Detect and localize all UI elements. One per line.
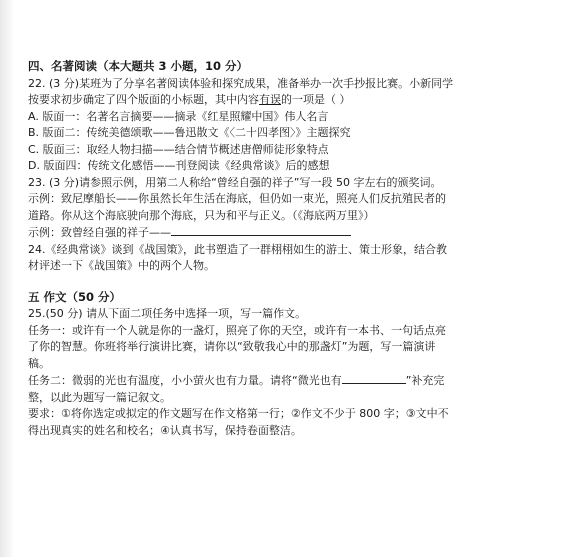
q23-line-1: 23. (3 分)请参照示例，用第二人称给“曾经自强的祥子”写一段 50 字左右的颁奖词。 bbox=[28, 175, 442, 189]
q25-line-1: 25.(50 分) 请从下面二项任务中选择一项，写一篇作文。 bbox=[28, 307, 307, 320]
q22-line-1: 22. (3 分)某班为了分享名著阅读体验和探究成果，准备举办一次手抄报比赛。小新同学 bbox=[28, 76, 454, 90]
q22-option-b: B. 版面二：传统美德颂歌——鲁迅散文《〈二十四孝图〉》主题探究 bbox=[28, 126, 351, 139]
q25-task2-before: 任务二：微弱的光也有温度，小小萤火也有力量。请将“微光也有 bbox=[28, 374, 342, 387]
q25-task2-after: ”补充完 bbox=[405, 374, 445, 387]
q22-option-c: C. 版面三：取经人物扫描——结合情节概述唐僧师徒形象特点 bbox=[28, 142, 329, 156]
q23-example-line-1: 示例：致尼摩船长——你虽然长年生活在海底，但仍如一束光，照亮人们反抗殖民者的 bbox=[28, 192, 446, 205]
scan-shadow-edge bbox=[0, 0, 14, 557]
section-4-heading: 四、名著阅读（本大题共 3 小题，10 分） bbox=[28, 59, 249, 73]
q25-task1-line-2: 了你的智慧。你班将举行演讲比赛，请你以“致敬我心中的那盏灯”为题，写一篇演讲 bbox=[28, 340, 436, 353]
q25-task1-line-3: 稿。 bbox=[28, 356, 50, 370]
q25-task1-line-1: 任务一：或许有一个人就是你的一盏灯，照亮了你的天空，或许有一本书、一句话点亮 bbox=[28, 323, 446, 337]
q25-requirements-line-1: 要求：①将你选定或拟定的作文题写在作文格第一行；②作文不少于 800 字；③文中不 bbox=[28, 407, 449, 420]
q25-requirements-line-2: 得出现真实的姓名和校名；④认真书写，保持卷面整洁。 bbox=[28, 423, 302, 437]
q22-line-2-before: 按要求初步确定了四个版面的小标题，其中内容 bbox=[28, 93, 259, 106]
section-gap bbox=[28, 275, 518, 289]
q24-line-2: 材评述一下《战国策》中的两个人物。 bbox=[28, 259, 215, 272]
q23-example-line-2: 道路。你从这个海底驶向那个海底，只为和平与正义。（《海底两万里》） bbox=[28, 208, 375, 222]
q23-answer-line bbox=[28, 224, 518, 242]
exam-content bbox=[28, 58, 518, 439]
q23-answer-prompt: 示例：致曾经自强的祥子—— bbox=[28, 226, 171, 239]
q25-title-blank bbox=[342, 372, 406, 384]
q22-option-d: D. 版面四：传统文化感悟——刊登阅读《经典常谈》后的感想 bbox=[28, 159, 330, 172]
q25-task2-line-1 bbox=[28, 372, 518, 390]
q23-answer-blank bbox=[171, 224, 351, 236]
q25-task2-line-2: 整，以此为题写一篇记叙文。 bbox=[28, 390, 171, 404]
q22-line-2-after: 的一项是（ ） bbox=[281, 93, 351, 106]
q22-underlined-word: 有误 bbox=[259, 93, 281, 106]
q24-line-1: 24.《经典常谈》谈到《战国策》，此书塑造了一群栩栩如生的游士、策士形象，结合教 bbox=[28, 242, 447, 256]
q22-option-a: A. 版面一：名著名言摘要——摘录《红星照耀中国》伟人名言 bbox=[28, 109, 329, 123]
q22-line-2 bbox=[28, 92, 518, 109]
section-5-heading: 五 作文（50 分） bbox=[28, 289, 122, 304]
